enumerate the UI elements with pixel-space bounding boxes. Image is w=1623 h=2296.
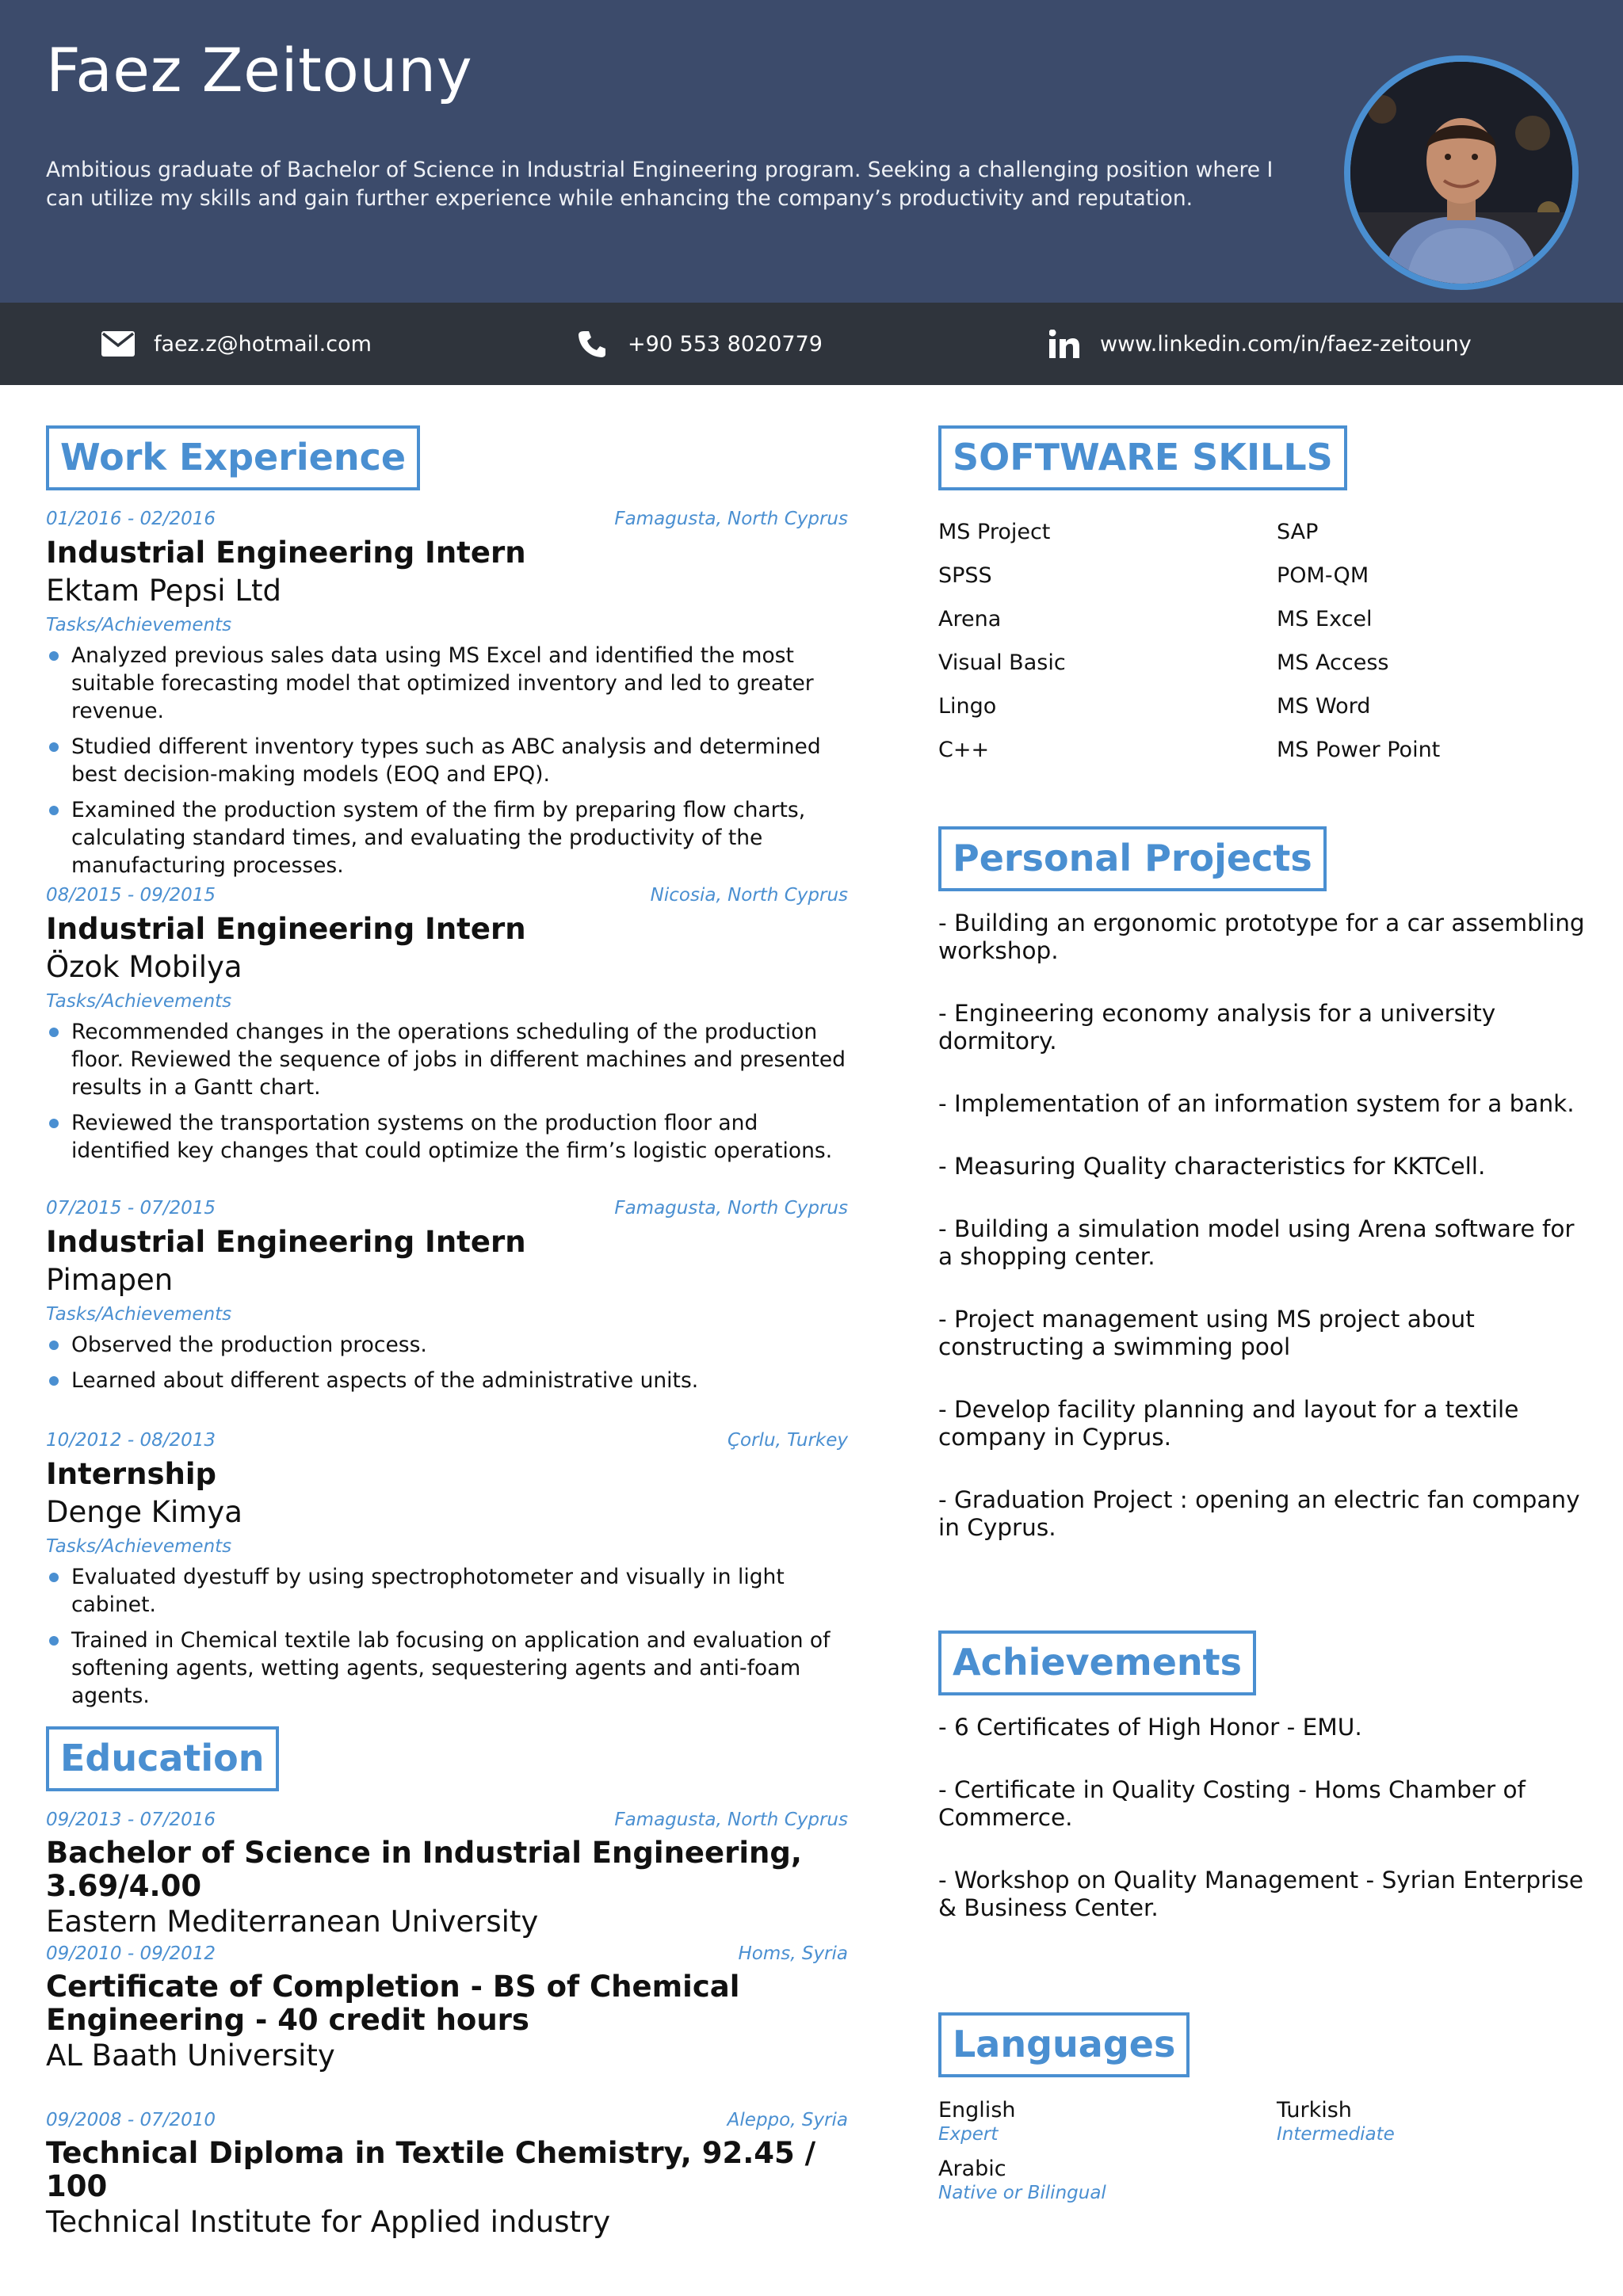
language-name: Turkish [1277, 2098, 1352, 2122]
achievement-item: - Workshop on Quality Management - Syrian Enterprise & Business Center. [938, 1867, 1583, 1921]
bullet-item [46, 796, 848, 879]
skill-item: MS Word [1277, 694, 1371, 719]
bullet-text: Evaluated dyestuff by using spectrophotometer and visually in light cabinet. [71, 1565, 785, 1617]
languages-grid [938, 2098, 1588, 2204]
entry-organization: Özok Mobilya [46, 950, 242, 984]
contact-linkedin[interactable] [1046, 303, 1472, 385]
bullet-item [46, 1563, 848, 1619]
entry-degree: Technical Diploma in Textile Chemistry, 92.45 / 100 [46, 2136, 816, 2203]
phone-icon [574, 326, 610, 362]
bullet-item [46, 1627, 848, 1710]
bullet-list [46, 1331, 848, 1394]
entry-degree: Bachelor of Science in Industrial Engineering, 3.69/4.00 [46, 1836, 802, 1903]
linkedin-text: www.linkedin.com/in/faez-zeitouny [1100, 331, 1472, 357]
education-entry [46, 1808, 848, 1941]
entry-degree: Certificate of Completion - BS of Chemical Engineering - 40 credit hours [46, 1970, 740, 2037]
bullet-dot-icon [49, 1119, 59, 1128]
entry-meta [46, 1808, 848, 1832]
software-skills-grid [938, 510, 1588, 772]
entry-dates: 09/2008 - 07/2010 [46, 2110, 216, 2130]
entry-location: Homs, Syria [738, 1943, 848, 1964]
skill-item: SAP [1277, 520, 1319, 544]
entry-dates: 09/2013 - 07/2016 [46, 1810, 216, 1830]
entry-location: Famagusta, North Cyprus [614, 1198, 848, 1219]
profile-photo [1344, 55, 1579, 290]
language-item [938, 2157, 1277, 2204]
entry-school: Technical Institute for Applied industry [46, 2205, 611, 2239]
entry-dates: 01/2016 - 02/2016 [46, 509, 216, 529]
achievements-heading: Achievements [938, 1630, 1256, 1695]
education-heading: Education [46, 1726, 279, 1791]
bullet-item [46, 1331, 848, 1359]
summary-text: Ambitious graduate of Bachelor of Science in Industrial Engineering program. Seeking a challenging position where I can utilize my skills and gain further experience while enhancing the company’s productivity and reputation. [46, 158, 1274, 211]
envelope-icon [100, 326, 136, 362]
language-item [938, 2098, 1277, 2145]
entry-location: Aleppo, Syria [727, 2110, 848, 2130]
project-item: - Measuring Quality characteristics for KKTCell. [938, 1153, 1486, 1180]
entry-dates: 09/2010 - 09/2012 [46, 1943, 216, 1964]
profile-photo-image [1350, 62, 1572, 284]
language-level: Intermediate [1277, 2124, 1395, 2145]
bullet-text: Learned about different aspects of the administrative units. [71, 1368, 699, 1393]
bullet-dot-icon [49, 1341, 59, 1350]
entry-role: Industrial Engineering Intern [46, 536, 526, 570]
bullet-list [46, 1018, 848, 1165]
bullet-text: Reviewed the transportation systems on the production floor and identified key changes that could optimize the firm’s logistic operations. [71, 1111, 833, 1163]
bullet-item [46, 733, 848, 788]
entry-school: Eastern Mediterranean University [46, 1905, 539, 1939]
contact-email[interactable] [100, 303, 372, 385]
tasks-label: Tasks/Achievements [46, 1304, 232, 1325]
work-entry [46, 1428, 848, 1718]
phone-text: +90 553 8020779 [628, 331, 823, 357]
education-entry [46, 1942, 848, 2075]
language-item [1277, 2098, 1588, 2145]
skill-item: MS Project [938, 520, 1051, 544]
contact-phone[interactable] [574, 303, 823, 385]
entry-role: Industrial Engineering Intern [46, 1225, 526, 1259]
achievements-list [938, 1714, 1596, 1957]
project-item: - Develop facility planning and layout for a textile company in Cyprus. [938, 1396, 1519, 1451]
bullet-text: Trained in Chemical textile lab focusing on application and evaluation of softening agents, wetting agents, sequestering agents and anti-foam agents. [71, 1628, 831, 1708]
bullet-text: Examined the production system of the firm by preparing flow charts, calculating standard times, and evaluating the productivity of the manufacturing processes. [71, 798, 806, 878]
achievement-item: - Certificate in Quality Costing - Homs Chamber of Commerce. [938, 1776, 1526, 1831]
bullet-dot-icon [49, 742, 59, 752]
candidate-name: Faez Zeitouny [46, 35, 473, 105]
entry-meta [46, 1428, 848, 1452]
skill-item: C++ [938, 738, 990, 762]
entry-school: AL Baath University [46, 2039, 335, 2073]
project-item: - Project management using MS project about constructing a swimming pool [938, 1306, 1475, 1360]
languages-heading: Languages [938, 2012, 1190, 2077]
entry-dates: 10/2012 - 08/2013 [46, 1430, 216, 1451]
bullet-dot-icon [49, 1028, 59, 1037]
entry-organization: Ektam Pepsi Ltd [46, 574, 281, 608]
project-item: - Building a simulation model using Arena software for a shopping center. [938, 1215, 1575, 1270]
tasks-label: Tasks/Achievements [46, 1536, 232, 1557]
entry-meta [46, 507, 848, 531]
language-name: English [938, 2098, 1016, 2122]
bullet-dot-icon [49, 1573, 59, 1582]
entry-dates: 07/2015 - 07/2015 [46, 1198, 216, 1219]
language-level: Expert [938, 2124, 999, 2145]
bullet-dot-icon [49, 1636, 59, 1646]
tasks-label: Tasks/Achievements [46, 991, 232, 1012]
skill-item: MS Access [1277, 650, 1389, 675]
linkedin-icon [1046, 326, 1083, 362]
bullet-item [46, 642, 848, 725]
entry-dates: 08/2015 - 09/2015 [46, 885, 216, 906]
entry-role: Internship [46, 1457, 217, 1491]
skill-item: Lingo [938, 694, 997, 719]
bullet-list [46, 642, 848, 879]
bullet-list [46, 1563, 848, 1710]
software-skills-heading: SOFTWARE SKILLS [938, 425, 1347, 490]
bullet-text: Observed the production process. [71, 1333, 427, 1357]
project-item: - Engineering economy analysis for a university dormitory. [938, 1000, 1496, 1055]
bullet-text: Studied different inventory types such as ABC analysis and determined best decision-making models (EOQ and EPQ). [71, 734, 821, 787]
bullet-item [46, 1018, 848, 1101]
resume-header [0, 0, 1623, 303]
work-entry [46, 1196, 848, 1402]
entry-meta [46, 883, 848, 907]
entry-organization: Denge Kimya [46, 1495, 242, 1529]
project-item: - Building an ergonomic prototype for a car assembling workshop. [938, 910, 1585, 964]
entry-meta [46, 1196, 848, 1220]
language-level: Native or Bilingual [938, 2183, 1106, 2203]
entry-location: Çorlu, Turkey [727, 1430, 848, 1451]
work-entry [46, 883, 848, 1173]
entry-location: Nicosia, North Cyprus [650, 885, 848, 906]
work-experience-heading: Work Experience [46, 425, 420, 490]
bullet-text: Recommended changes in the operations scheduling of the production floor. Reviewed the sequence of jobs in different machines and presented results in a Gantt chart. [71, 1020, 846, 1100]
achievement-item: - 6 Certificates of High Honor - EMU. [938, 1714, 1362, 1741]
projects-list [938, 910, 1596, 1577]
entry-location: Famagusta, North Cyprus [614, 1810, 848, 1830]
entry-location: Famagusta, North Cyprus [614, 509, 848, 529]
personal-projects-heading: Personal Projects [938, 826, 1327, 891]
skill-item: MS Excel [1277, 607, 1373, 631]
work-entry [46, 507, 848, 887]
bullet-item [46, 1367, 848, 1394]
language-name: Arabic [938, 2157, 1006, 2181]
bullet-dot-icon [49, 651, 59, 661]
contact-bar [0, 303, 1623, 385]
bullet-dot-icon [49, 806, 59, 815]
entry-organization: Pimapen [46, 1263, 174, 1297]
project-item: - Graduation Project : opening an electric fan company in Cyprus. [938, 1486, 1580, 1541]
skill-item: MS Power Point [1277, 738, 1441, 762]
entry-role: Industrial Engineering Intern [46, 912, 526, 946]
tasks-label: Tasks/Achievements [46, 615, 232, 635]
bullet-text: Analyzed previous sales data using MS Excel and identified the most suitable forecasting model that optimized inventory and led to greater revenue. [71, 643, 814, 723]
email-text: faez.z@hotmail.com [154, 331, 372, 357]
project-item: - Implementation of an information system for a bank. [938, 1090, 1575, 1117]
entry-meta [46, 2108, 848, 2132]
skill-item: SPSS [938, 563, 992, 588]
entry-meta [46, 1942, 848, 1966]
education-entry [46, 2108, 848, 2241]
bullet-dot-icon [49, 1376, 59, 1386]
skill-item: POM-QM [1277, 563, 1369, 588]
bullet-item [46, 1109, 848, 1165]
skill-item: Visual Basic [938, 650, 1066, 675]
skill-item: Arena [938, 607, 1002, 631]
